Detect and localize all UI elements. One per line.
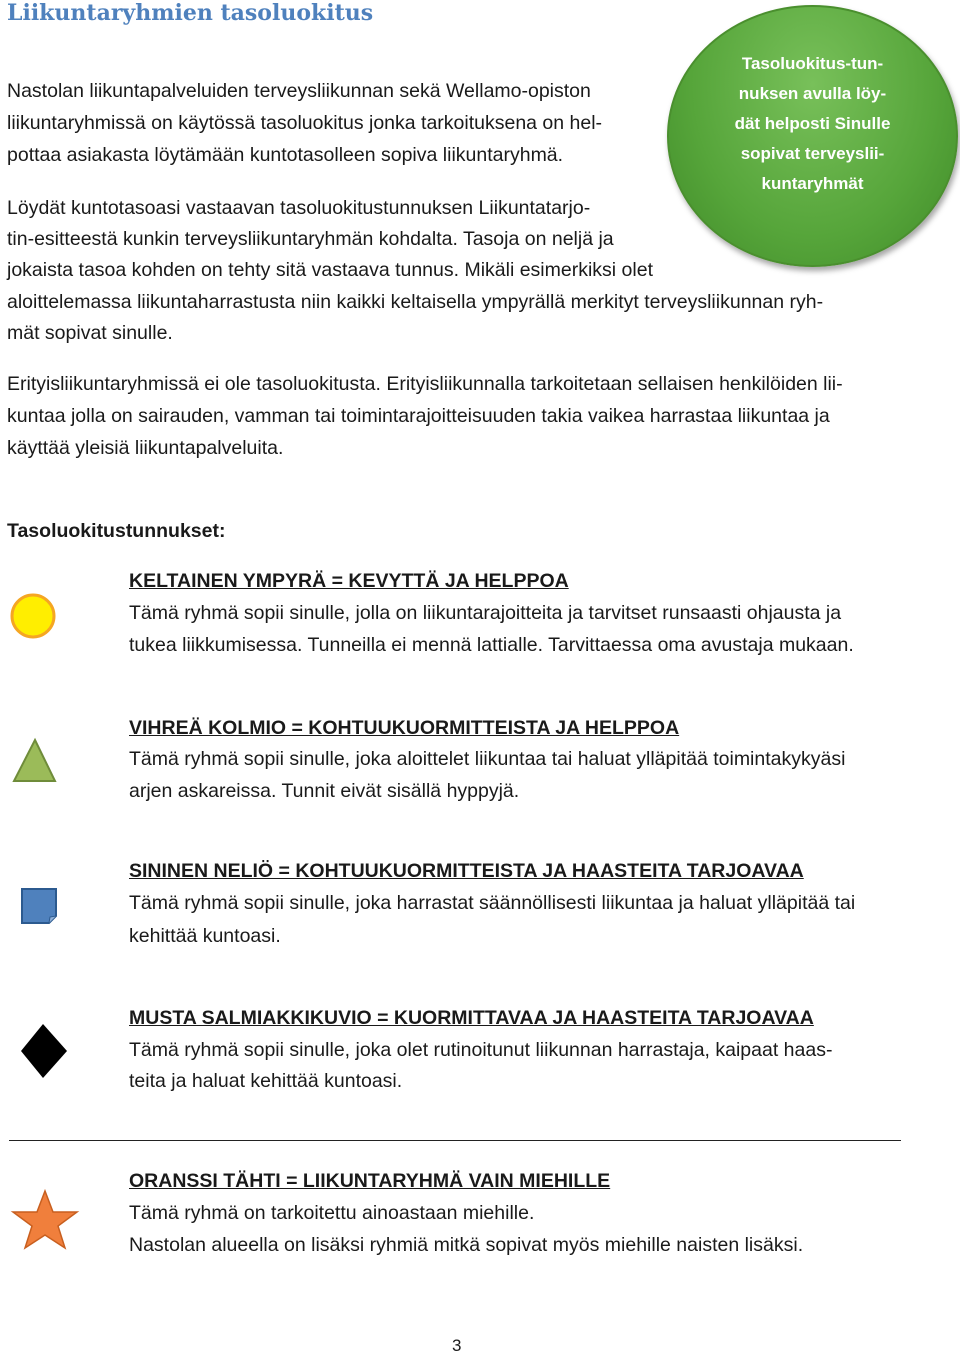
para3-line: kuntaa jolla on sairauden, vamman tai toimintarajoitteisuuden takia vaikea harrastaa liikuntaa ja bbox=[7, 405, 830, 427]
black-diamond-icon bbox=[19, 1022, 71, 1082]
para3-line: Erityisliikuntaryhmissä ei ole tasoluokitusta. Erityisliikunnalla tarkoitetaan sellaisen henkilöiden lii- bbox=[7, 373, 843, 395]
para3-line: käyttää yleisiä liikuntapalveluita. bbox=[7, 437, 284, 459]
callout-line: Tasoluokitus-tun- bbox=[741, 54, 884, 73]
callout-line: nuksen avulla löy- bbox=[738, 84, 887, 103]
callout-line: kuntaryhmät bbox=[761, 174, 864, 193]
intro-line: pottaa asiakasta löytämään kuntotasolleen sopiva liikuntaryhmä. bbox=[7, 144, 564, 166]
symbols-heading: Tasoluokitustunnukset: bbox=[7, 520, 226, 542]
green-triangle-icon bbox=[11, 736, 61, 786]
divider bbox=[9, 1140, 901, 1141]
intro-line: Nastolan liikuntapalveluiden terveysliikunnan sekä Wellamo-opiston bbox=[7, 80, 591, 102]
symbol-title: VIHREÄ KOLMIO = KOHTUUKUORMITTEISTA JA HELPPOA bbox=[129, 717, 680, 739]
para2-line: Löydät kuntotasoasi vastaavan tasoluokitustunnuksen Liikuntatarjo- bbox=[7, 197, 591, 219]
symbol-desc: Tämä ryhmä on tarkoitettu ainoastaan miehille. bbox=[129, 1202, 535, 1224]
para2-line: mät sopivat sinulle. bbox=[7, 322, 173, 344]
callout-line: dät helposti Sinulle bbox=[734, 114, 891, 133]
yellow-circle-icon bbox=[9, 592, 59, 642]
para2-line: tin-esitteestä kunkin terveysliikuntaryhmän kohdalta. Tasoja on neljä ja bbox=[7, 228, 614, 250]
page-title: Liikuntaryhmien tasoluokitus bbox=[7, 0, 374, 26]
symbol-desc: tukea liikkumisessa. Tunneilla ei mennä lattialle. Tarvittaessa oma avustaja mukaan. bbox=[129, 634, 854, 656]
symbol-title: KELTAINEN YMPYRÄ = KEVYTTÄ JA HELPPOA bbox=[129, 570, 569, 592]
symbol-title: MUSTA SALMIAKKIKUVIO = KUORMITTAVAA JA HAASTEITA TARJOAVAA bbox=[129, 1007, 814, 1029]
blue-square-icon bbox=[19, 886, 61, 928]
symbol-desc: teita ja haluat kehittää kuntoasi. bbox=[129, 1070, 403, 1092]
symbol-desc: Tämä ryhmä sopii sinulle, joka olet rutinoitunut liikunnan harrastaja, kaipaat haas- bbox=[129, 1039, 833, 1061]
symbol-desc: Tämä ryhmä sopii sinulle, joka harrastat säännöllisesti liikuntaa ja haluat ylläpitää tai bbox=[129, 892, 856, 914]
symbol-desc: Nastolan alueella on lisäksi ryhmiä mitkä sopivat myös miehille naisten lisäksi. bbox=[129, 1234, 804, 1256]
para2-line: aloittelemassa liikuntaharrastusta niin kaikki keltaisella ympyrällä merkityt terveysliikunnan ryh- bbox=[7, 291, 824, 313]
callout-line: sopivat terveyslii- bbox=[740, 144, 885, 163]
orange-star-icon bbox=[8, 1188, 82, 1252]
intro-line: liikuntaryhmissä on käytössä tasoluokitus jonka tarkoituksena on hel- bbox=[7, 112, 603, 134]
symbol-title: SININEN NELIÖ = KOHTUUKUORMITTEISTA JA HAASTEITA TARJOAVAA bbox=[129, 860, 804, 882]
page-number: 3 bbox=[452, 1336, 462, 1355]
symbol-desc: Tämä ryhmä sopii sinulle, joka aloittelet liikuntaa tai haluat ylläpitää toimintakykyäsi bbox=[129, 748, 846, 770]
symbol-desc: kehittää kuntoasi. bbox=[129, 925, 281, 947]
symbol-desc: arjen askareissa. Tunnit eivät sisällä hyppyjä. bbox=[129, 780, 520, 802]
para2-line: jokaista tasoa kohden on tehty sitä vastaava tunnus. Mikäli esimerkiksi olet bbox=[7, 259, 653, 281]
symbol-desc: Tämä ryhmä sopii sinulle, jolla on liikuntarajoitteita ja tarvitset runsaasti ohjausta ja bbox=[129, 602, 842, 624]
callout-bubble bbox=[667, 5, 958, 267]
symbol-title: ORANSSI TÄHTI = LIIKUNTARYHMÄ VAIN MIEHILLE bbox=[129, 1170, 611, 1192]
